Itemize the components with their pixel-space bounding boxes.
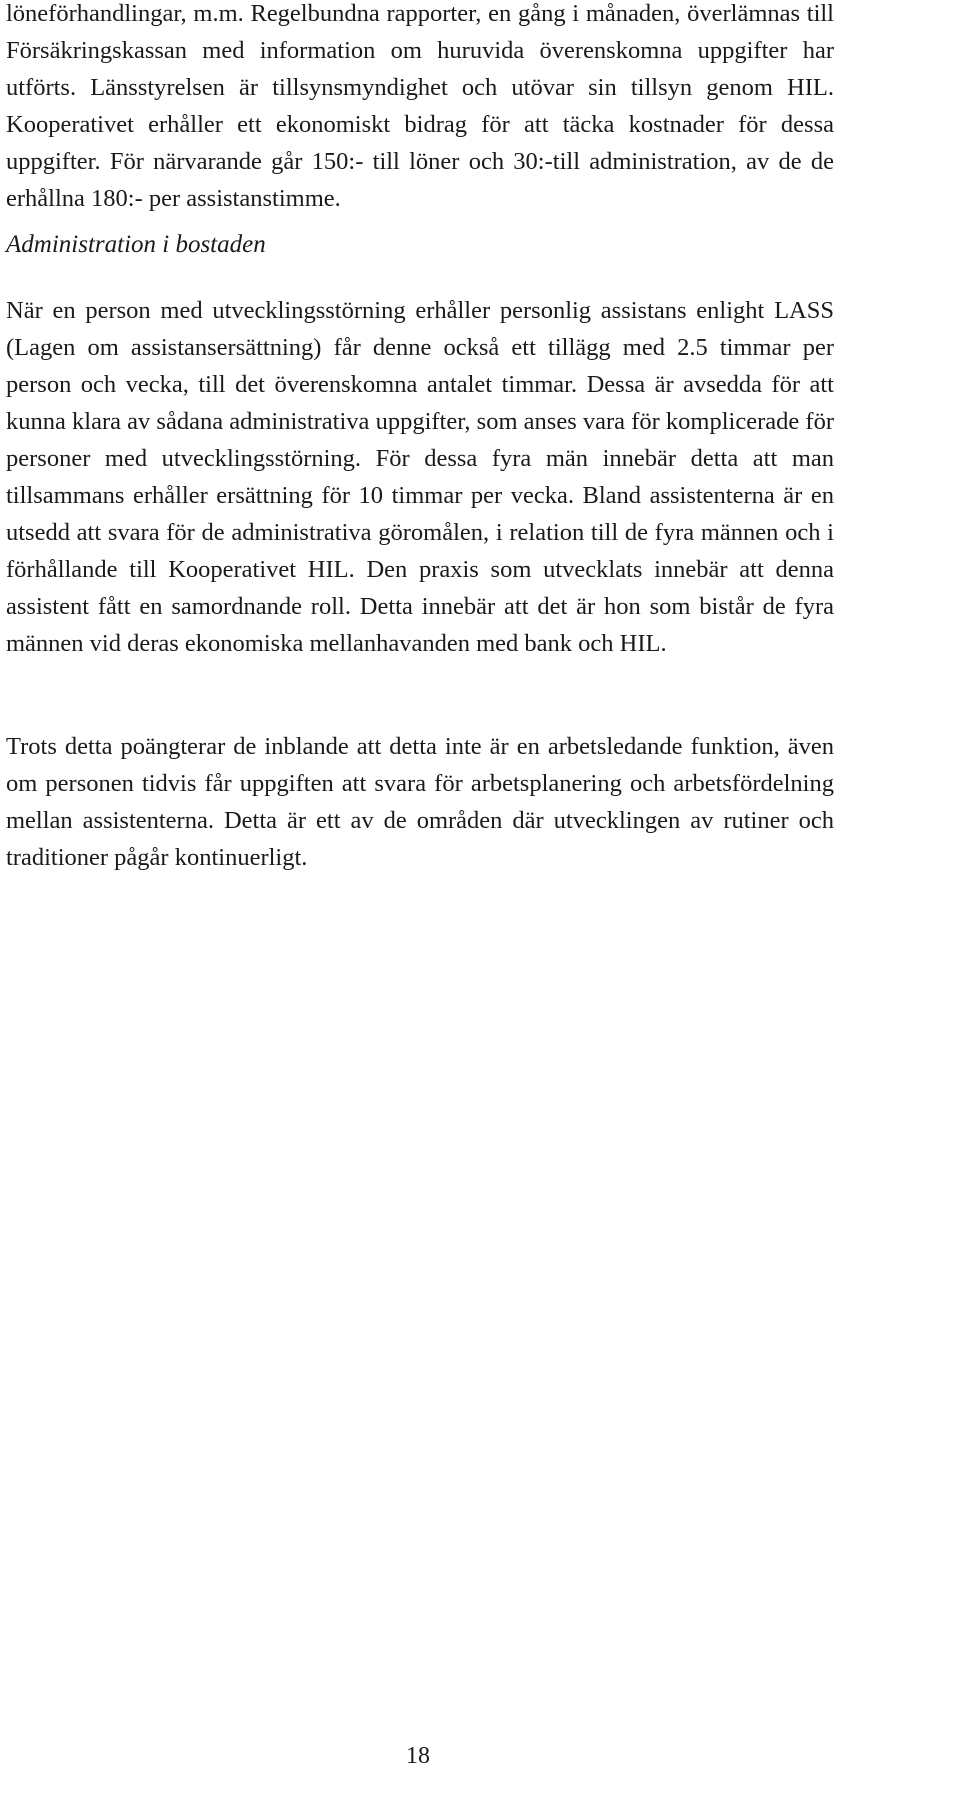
paragraph-conclusion: Trots detta poängterar de inblande att detta inte är en arbetsledande funktion, även om personen tidvis får uppgiften att svara för arbetsplanering och arbetsfördelning mellan assistenterna. Detta är ett av de områden där utvecklingen av rutiner och traditioner pågår kontinuerligt. bbox=[6, 733, 834, 871]
paragraph-intro: löneförhandlingar, m.m. Regelbundna rapporter, en gång i månaden, överlämnas till Försäkringskassan med information om huruvida överenskomna uppgifter har utförts. Länsstyrelsen är tillsynsmyndighet och utövar sin tillsyn genom HIL. Kooperativet erhåller ett ekonomiskt bidrag för att täcka kostnader för dessa uppgifter. För närvarande går 150:- till löner och 30:-till administration, av de de erhållna 180:- per assistanstimme. bbox=[6, 0, 834, 212]
page-number: 18 bbox=[406, 1743, 430, 1769]
paragraph-administration: När en person med utvecklingsstörning erhåller personlig assistans enlight LASS (Lagen om assistansersättning) får denne också ett tillägg med 2.5 timmar per person och vecka, till det överenskomna antalet timmar. Dessa är avsedda för att kunna klara av sådana administrativa uppgifter, som anses vara för komplicerade för personer med utvecklingsstörning. För dessa fyra män innebär detta att man tillsammans erhåller ersättning för 10 timmar per vecka. Bland assistenterna är en utsedd att svara för de administrativa göromålen, i relation till de fyra männen och i förhållande till Kooperativet HIL. Den praxis som utvecklats innebär att denna assistent fått en samordnande roll. Detta innebär att det är hon som bistår de fyra männen vid deras ekonomiska mellanhavanden med bank och HIL. bbox=[6, 297, 834, 657]
section-heading: Administration i bostaden bbox=[6, 231, 266, 258]
